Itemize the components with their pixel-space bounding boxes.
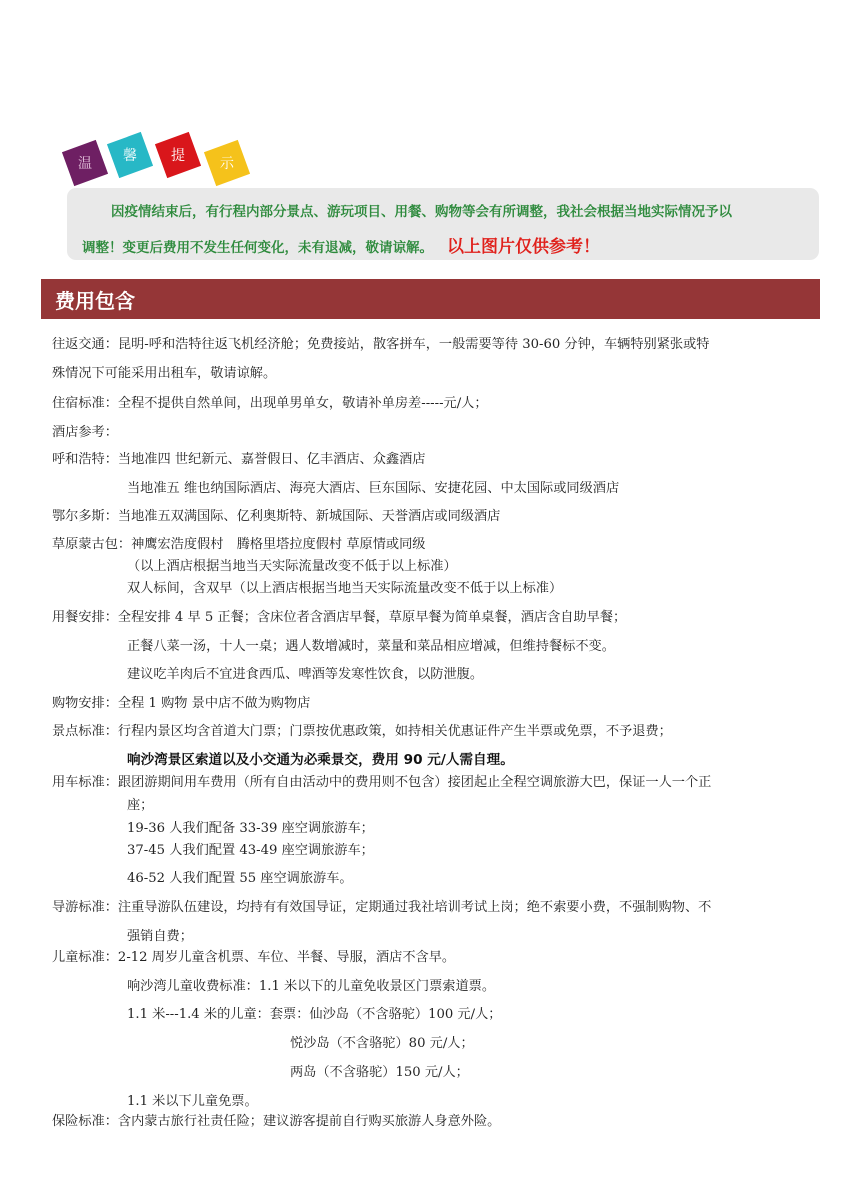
text-line: 购物安排：全程 1 购物 景中店不做为购物店 [52, 696, 311, 711]
notice-line-1: 因疫情结束后，有行程内部分景点、游玩项目、用餐、购物等会有所调整，我社会根据当地实际情况予以 [111, 204, 732, 220]
text-line: 强销自费； [127, 929, 193, 944]
text-line: 保险标准：含内蒙古旅行社责任险；建议游客提前自行购买旅游人身意外险。 [52, 1114, 501, 1129]
text-line: 草原蒙古包：神鹰宏浩度假村 腾格里塔拉度假村 草原情或同级 [52, 537, 426, 552]
text-line: 景点标准：行程内景区均含首道大门票；门票按优惠政策，如持相关优惠证件产生半票或免票，不予退费； [52, 724, 672, 739]
tip-tile-2 [107, 132, 153, 178]
notice-line-2-text: 调整！变更后费用不发生任何变化，未有退减，敬请谅解。 [82, 240, 433, 256]
tip-char-3: 提 [171, 148, 185, 164]
section-header [41, 279, 820, 319]
tip-tile-3 [155, 132, 201, 178]
text-line: 导游标准：注重导游队伍建设，均持有有效国导证，定期通过我社培训考试上岗；绝不索要小费，不强制购物、不 [52, 900, 712, 915]
tip-char-1: 温 [78, 156, 92, 172]
text-line: 19-36 人我们配备 33-39 座空调旅游车； [127, 821, 374, 836]
text-line: 建议吃羊肉后不宜进食西瓜、啤酒等发寒性饮食，以防泄腹。 [127, 667, 484, 682]
text-line: 用车标准：跟团游期间用车费用（所有自由活动中的费用则不包含）接团起止全程空调旅游大巴，保证一人一个正 [52, 775, 712, 790]
text-line: 往返交通：昆明-呼和浩特往返飞机经济舱；免费接站，散客拼车，一般需要等待 30-60 分钟，车辆特别紧张或特 [52, 337, 710, 352]
text-line: 1.1 米---1.4 米的儿童：套票：仙沙岛（不含骆驼）100 元/人； [127, 1007, 502, 1022]
text-line: 用餐安排：全程安排 4 早 5 正餐；含床位者含酒店早餐，草原早餐为简单桌餐，酒店含自助早餐； [52, 610, 627, 625]
text-line: 1.1 米以下儿童免票。 [127, 1094, 258, 1109]
text-line: 响沙湾儿童收费标准：1.1 米以下的儿童免收景区门票索道票。 [127, 979, 496, 994]
text-line: 酒店参考： [52, 425, 118, 440]
text-line: 住宿标准：全程不提供自然单间，出现单男单女，敬请补单房差-----元/人； [52, 396, 488, 411]
text-line: 呼和浩特：当地准四 世纪新元、嘉誉假日、亿丰酒店、众鑫酒店 [52, 452, 426, 467]
text-line-bold: 响沙湾景区索道以及小交通为必乘景交，费用 90 元/人需自理。 [127, 752, 514, 768]
text-line: 双人标间，含双早（以上酒店根据当地当天实际流量改变不低于以上标准） [127, 581, 563, 596]
tip-tile-4 [204, 140, 250, 186]
tip-char-4: 示 [220, 156, 234, 172]
text-line: 儿童标准：2-12 周岁儿童含机票、车位、半餐、导服，酒店不含早。 [52, 950, 456, 965]
text-line: 鄂尔多斯：当地准五双满国际、亿利奥斯特、新城国际、天誉酒店或同级酒店 [52, 509, 501, 524]
notice-box [67, 188, 819, 260]
text-line: 37-45 人我们配置 43-49 座空调旅游车； [127, 843, 374, 858]
tip-char-2: 馨 [123, 148, 137, 164]
notice-line-2 [82, 232, 600, 257]
text-line: 两岛（不含骆驼）150 元/人； [290, 1065, 469, 1080]
section-title: 费用包含 [55, 289, 135, 313]
text-line: 座； [127, 798, 154, 813]
tip-tile-1 [62, 140, 108, 186]
text-line: 正餐八菜一汤，十人一桌；遇人数增减时，菜量和菜品相应增减，但维持餐标不变。 [127, 639, 615, 654]
notice-highlight: 以上图片仅供参考！ [447, 237, 600, 257]
text-line: 当地准五 维也纳国际酒店、海亮大酒店、巨东国际、安捷花园、中太国际或同级酒店 [127, 481, 620, 496]
text-line: 46-52 人我们配置 55 座空调旅游车。 [127, 871, 353, 886]
text-line: 悦沙岛（不含骆驼）80 元/人； [290, 1036, 474, 1051]
text-line: 殊情况下可能采用出租车，敬请谅解。 [52, 366, 277, 381]
text-line: （以上酒店根据当地当天实际流量改变不低于以上标准） [127, 559, 457, 574]
